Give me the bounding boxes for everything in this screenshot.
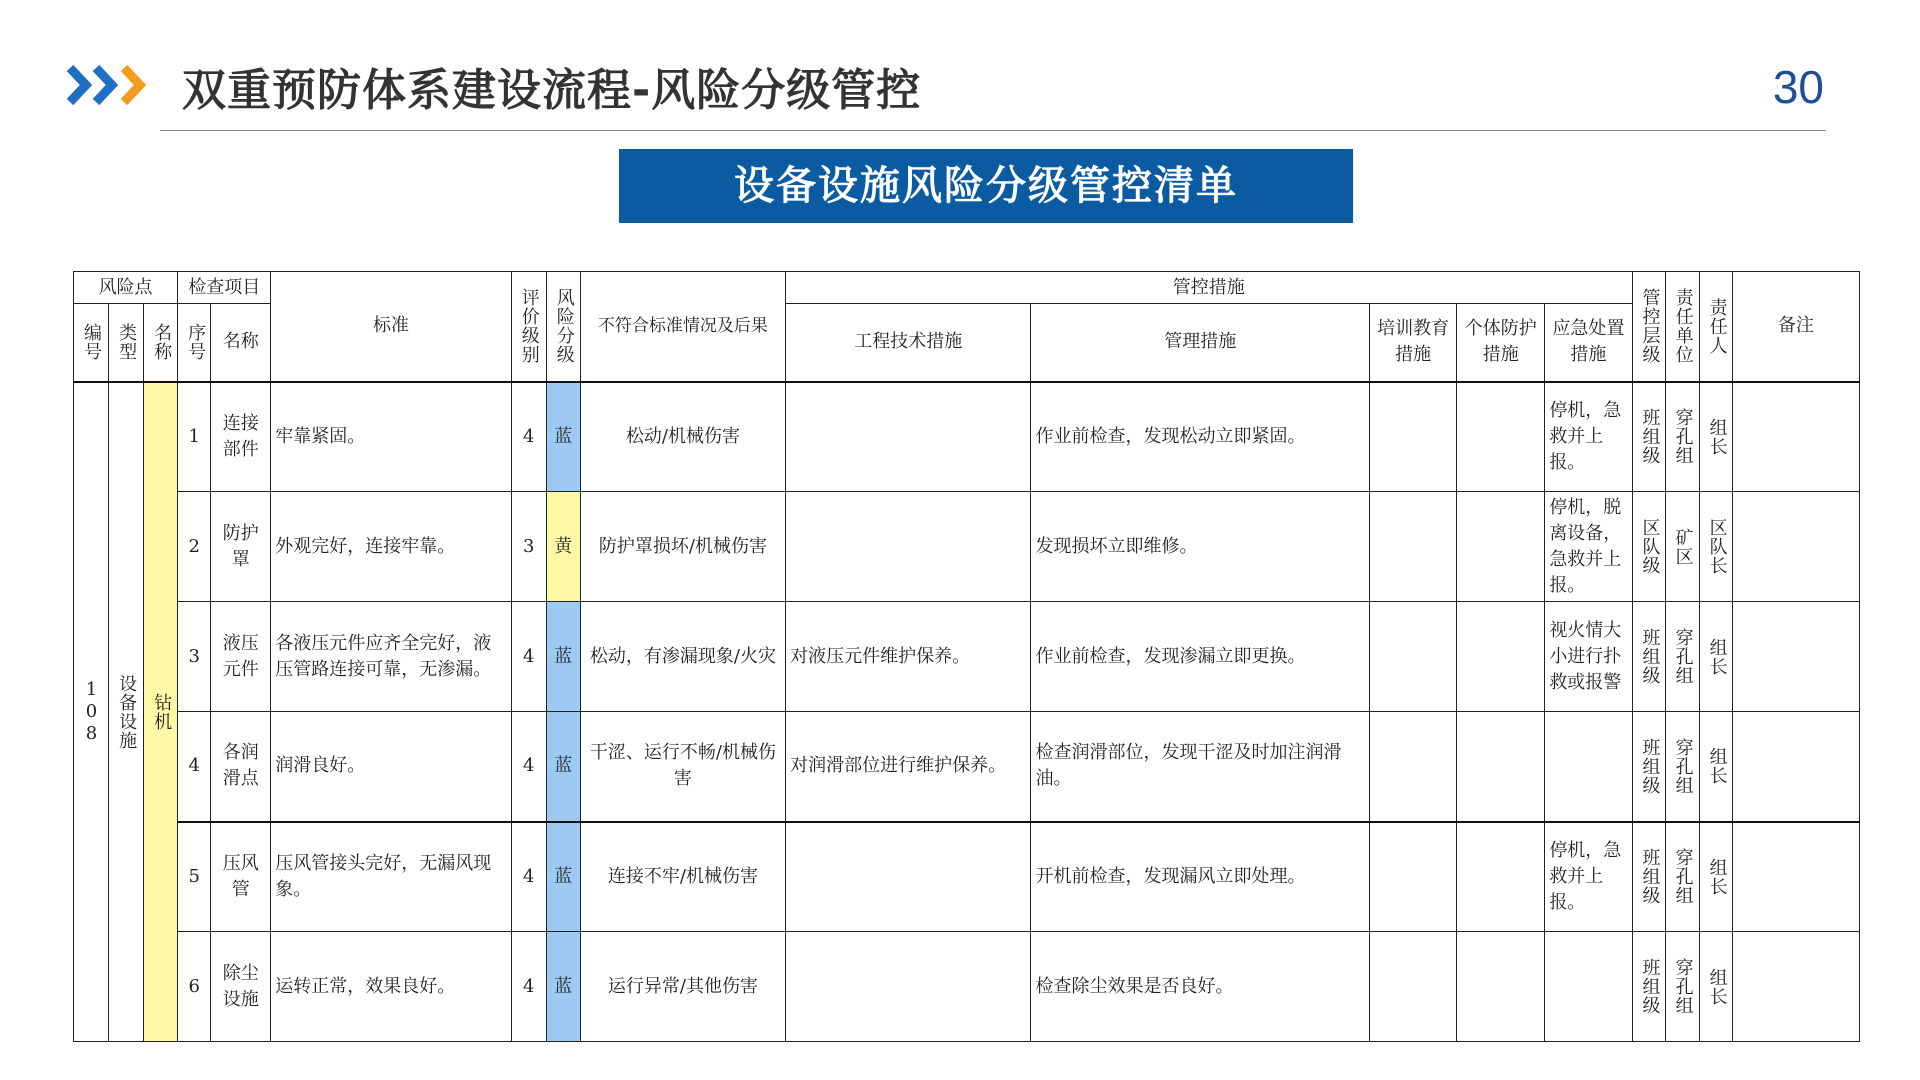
row-risk-level: 蓝 xyxy=(546,712,580,822)
row-control-level: 班组级 xyxy=(1632,712,1665,822)
row-seq: 5 xyxy=(178,822,211,932)
row-standard: 运转正常，效果良好。 xyxy=(271,932,511,1042)
row-control-level: 班组级 xyxy=(1632,822,1665,932)
row-seq: 1 xyxy=(178,382,211,492)
row-remarks xyxy=(1732,822,1859,932)
header-ppe: 个体防护措施 xyxy=(1457,304,1545,382)
row-management: 检查润滑部位，发现干涩及时加注润滑油。 xyxy=(1031,712,1370,822)
row-remarks xyxy=(1732,382,1859,492)
header-nonconformity: 不符合标准情况及后果 xyxy=(580,272,785,382)
row-management: 作业前检查，发现松动立即紧固。 xyxy=(1031,382,1370,492)
header-resp-unit: 责任单位 xyxy=(1665,272,1699,382)
header-engineering: 工程技术措施 xyxy=(786,304,1031,382)
row-standard: 牢靠紧固。 xyxy=(271,382,511,492)
row-eval: 4 xyxy=(511,602,546,712)
row-control-level: 班组级 xyxy=(1632,382,1665,492)
header-eval-level: 评价级别 xyxy=(511,272,546,382)
row-engineering xyxy=(786,492,1031,602)
row-item: 连接部件 xyxy=(211,382,271,492)
row-seq: 3 xyxy=(178,602,211,712)
risk-point-name: 钻机 xyxy=(144,382,178,1042)
row-resp-unit: 穿孔组 xyxy=(1665,932,1699,1042)
header-name: 名称 xyxy=(144,304,178,382)
row-eval: 4 xyxy=(511,822,546,932)
row-eval: 4 xyxy=(511,932,546,1042)
table-row xyxy=(74,382,1860,492)
row-management: 检查除尘效果是否良好。 xyxy=(1031,932,1370,1042)
header-training: 培训教育措施 xyxy=(1370,304,1457,382)
table-row xyxy=(74,712,1860,822)
row-item: 防护罩 xyxy=(211,492,271,602)
row-resp-unit: 穿孔组 xyxy=(1665,712,1699,822)
row-resp-unit: 穿孔组 xyxy=(1665,602,1699,712)
row-standard: 压风管接头完好，无漏风现象。 xyxy=(271,822,511,932)
page-title: 双重预防体系建设流程-风险分级管控 xyxy=(182,65,922,116)
row-consequence: 干涩、运行不畅/机械伤害 xyxy=(580,712,785,822)
page-header xyxy=(66,52,1824,132)
row-emergency xyxy=(1545,932,1632,1042)
row-engineering: 对润滑部位进行维护保养。 xyxy=(786,712,1031,822)
row-eval: 4 xyxy=(511,712,546,822)
row-engineering xyxy=(786,932,1031,1042)
row-ppe xyxy=(1457,492,1545,602)
row-resp-person: 组长 xyxy=(1699,712,1732,822)
row-resp-person: 区队长 xyxy=(1699,492,1732,602)
row-item: 各润滑点 xyxy=(211,712,271,822)
chevrons-icon xyxy=(66,60,156,110)
row-training xyxy=(1370,932,1457,1042)
row-ppe xyxy=(1457,822,1545,932)
row-resp-unit: 穿孔组 xyxy=(1665,822,1699,932)
row-consequence: 防护罩损坏/机械伤害 xyxy=(580,492,785,602)
row-control-level: 区队级 xyxy=(1632,492,1665,602)
header-management: 管理措施 xyxy=(1031,304,1370,382)
header-standard: 标准 xyxy=(271,272,511,382)
header-seq: 序号 xyxy=(178,304,211,382)
row-engineering: 对液压元件维护保养。 xyxy=(786,602,1031,712)
row-item: 液压元件 xyxy=(211,602,271,712)
risk-point-type: 设备设施 xyxy=(109,382,144,1042)
row-control-level: 班组级 xyxy=(1632,602,1665,712)
row-training xyxy=(1370,602,1457,712)
table-row xyxy=(74,932,1860,1042)
header-check-item: 检查项目 xyxy=(178,272,271,304)
row-emergency: 视火情大小进行扑救或报警 xyxy=(1545,602,1632,712)
header-resp-person: 责任人 xyxy=(1699,272,1732,382)
header-control-level: 管控层级 xyxy=(1632,272,1665,382)
row-ppe xyxy=(1457,932,1545,1042)
row-ppe xyxy=(1457,382,1545,492)
row-remarks xyxy=(1732,492,1859,602)
row-training xyxy=(1370,712,1457,822)
row-ppe xyxy=(1457,602,1545,712)
row-emergency xyxy=(1545,712,1632,822)
row-seq: 6 xyxy=(178,932,211,1042)
row-item: 压风管 xyxy=(211,822,271,932)
row-resp-person: 组长 xyxy=(1699,602,1732,712)
row-management: 发现损坏立即维修。 xyxy=(1031,492,1370,602)
header-type: 类型 xyxy=(109,304,144,382)
row-resp-person: 组长 xyxy=(1699,932,1732,1042)
row-standard: 各液压元件应齐全完好，液压管路连接可靠，无渗漏。 xyxy=(271,602,511,712)
row-seq: 2 xyxy=(178,492,211,602)
row-engineering xyxy=(786,382,1031,492)
row-emergency: 停机，急救并上报。 xyxy=(1545,822,1632,932)
header-risk-point: 风险点 xyxy=(74,272,178,304)
row-risk-level: 蓝 xyxy=(546,822,580,932)
table-row xyxy=(74,602,1860,712)
table-row xyxy=(74,492,1860,602)
risk-control-table xyxy=(73,271,1860,1042)
header-item-name: 名称 xyxy=(211,304,271,382)
row-ppe xyxy=(1457,712,1545,822)
row-consequence: 连接不牢/机械伤害 xyxy=(580,822,785,932)
row-remarks xyxy=(1732,602,1859,712)
row-seq: 4 xyxy=(178,712,211,822)
row-consequence: 松动，有渗漏现象/火灾 xyxy=(580,602,785,712)
row-risk-level: 蓝 xyxy=(546,602,580,712)
row-standard: 外观完好，连接牢靠。 xyxy=(271,492,511,602)
row-eval: 3 xyxy=(511,492,546,602)
row-consequence: 运行异常/其他伤害 xyxy=(580,932,785,1042)
row-standard: 润滑良好。 xyxy=(271,712,511,822)
row-consequence: 松动/机械伤害 xyxy=(580,382,785,492)
row-management: 作业前检查，发现渗漏立即更换。 xyxy=(1031,602,1370,712)
row-resp-unit: 矿区 xyxy=(1665,492,1699,602)
row-eval: 4 xyxy=(511,382,546,492)
row-resp-person: 组长 xyxy=(1699,822,1732,932)
header-control-measures: 管控措施 xyxy=(786,272,1632,304)
row-engineering xyxy=(786,822,1031,932)
page-number: 30 xyxy=(1772,61,1824,113)
row-training xyxy=(1370,822,1457,932)
row-resp-unit: 穿孔组 xyxy=(1665,382,1699,492)
row-remarks xyxy=(1732,712,1859,822)
row-control-level: 班组级 xyxy=(1632,932,1665,1042)
risk-point-number: 108 xyxy=(74,382,109,1042)
row-training xyxy=(1370,492,1457,602)
header-number: 编号 xyxy=(74,304,109,382)
row-risk-level: 蓝 xyxy=(546,382,580,492)
row-resp-person: 组长 xyxy=(1699,382,1732,492)
row-item: 除尘设施 xyxy=(211,932,271,1042)
row-emergency: 停机，脱离设备，急救并上报。 xyxy=(1545,492,1632,602)
row-management: 开机前检查，发现漏风立即处理。 xyxy=(1031,822,1370,932)
row-emergency: 停机，急救并上报。 xyxy=(1545,382,1632,492)
row-risk-level: 黄 xyxy=(546,492,580,602)
table-row xyxy=(74,822,1860,932)
header-risk-level: 风险分级 xyxy=(546,272,580,382)
header-divider xyxy=(160,130,1826,131)
row-risk-level: 蓝 xyxy=(546,932,580,1042)
row-remarks xyxy=(1732,932,1859,1042)
row-training xyxy=(1370,382,1457,492)
header-emergency: 应急处置措施 xyxy=(1545,304,1632,382)
header-remarks: 备注 xyxy=(1732,272,1859,382)
table-banner-title: 设备设施风险分级管控清单 xyxy=(619,149,1353,223)
